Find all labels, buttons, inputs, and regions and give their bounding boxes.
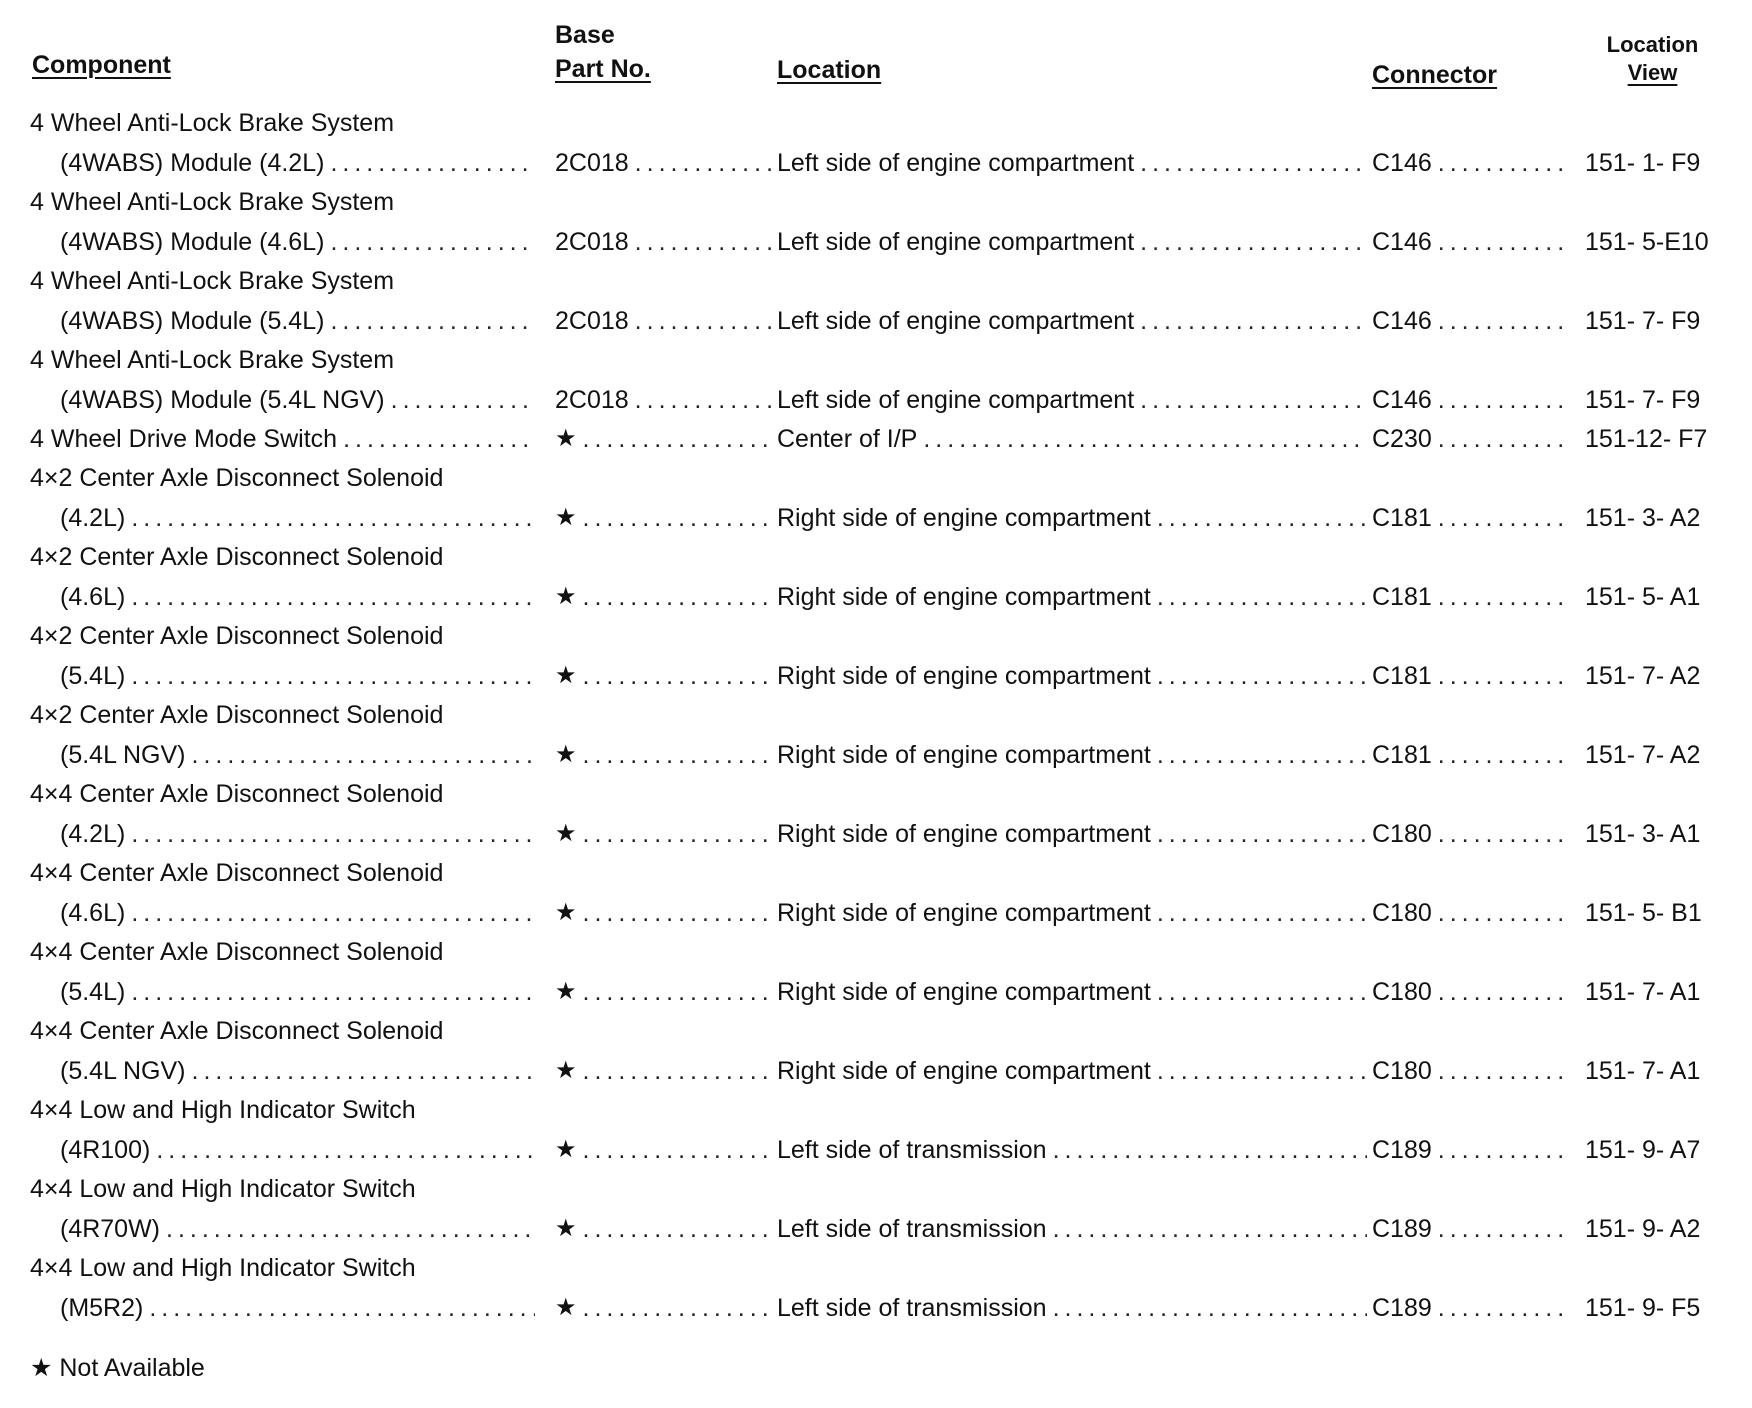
location — [777, 1130, 1367, 1170]
leader-dots — [583, 1288, 775, 1328]
connector-text: C230 — [1372, 425, 1432, 453]
connector-text: C146 — [1372, 386, 1432, 414]
part-number — [555, 301, 775, 341]
leader-dots — [1140, 222, 1367, 262]
component-name-line1 — [0, 774, 1752, 814]
table-row — [0, 380, 1752, 420]
part-number — [555, 1288, 775, 1328]
leader-dots — [1438, 893, 1567, 933]
header-base: Base — [555, 21, 615, 49]
connector — [1372, 735, 1567, 775]
leader-dots — [1438, 380, 1567, 420]
table-row — [0, 222, 1752, 262]
table-row — [0, 656, 1752, 696]
part-number — [555, 972, 775, 1012]
connector-text: C189 — [1372, 1294, 1432, 1322]
location-text: Center of I/P — [777, 425, 918, 453]
connector — [1372, 972, 1567, 1012]
connector — [1372, 1130, 1567, 1170]
component-detail-text: (4R70W) — [60, 1215, 161, 1243]
location-view: 151- 5-E10 — [1585, 228, 1709, 256]
leader-dots — [583, 577, 775, 617]
connector-text: C180 — [1372, 1057, 1432, 1085]
header-part-no: Part No. — [555, 55, 651, 83]
location-text: Right side of engine compartment — [777, 583, 1151, 611]
component-name-line1 — [0, 853, 1752, 893]
part-number-text: 2C018 — [555, 307, 629, 335]
header-location-view-2: View — [1627, 60, 1678, 85]
part-number-text: ★ — [555, 504, 577, 531]
component-name-line1 — [0, 458, 1752, 498]
connector-text: C189 — [1372, 1215, 1432, 1243]
component-name-line1 — [0, 695, 1752, 735]
location-text: Right side of engine compartment — [777, 820, 1151, 848]
part-number — [555, 656, 775, 696]
component-name: 4×2 Center Axle Disconnect Solenoid — [30, 464, 444, 492]
component-detail — [60, 301, 535, 341]
part-number-text: ★ — [555, 662, 577, 689]
connector — [1372, 380, 1567, 420]
connector — [1372, 1288, 1567, 1328]
component-detail-text: (5.4L) — [60, 978, 126, 1006]
part-number — [555, 1051, 775, 1091]
leader-dots — [1140, 380, 1367, 420]
location-text: Right side of engine compartment — [777, 1057, 1151, 1085]
connector — [1372, 1051, 1567, 1091]
leader-dots — [330, 301, 535, 341]
leader-dots — [1438, 1288, 1567, 1328]
leader-dots — [131, 893, 535, 933]
leader-dots — [1157, 735, 1367, 775]
leader-dots — [1438, 656, 1567, 696]
component-detail-text: (4.6L) — [60, 583, 126, 611]
component-detail — [60, 1051, 535, 1091]
leader-dots — [1053, 1288, 1367, 1328]
leader-dots — [583, 419, 775, 459]
part-number — [555, 1130, 775, 1170]
location-view: 151- 1- F9 — [1585, 149, 1701, 177]
location-view: 151- 7- A1 — [1585, 978, 1701, 1006]
location — [777, 735, 1367, 775]
part-number-text: ★ — [555, 820, 577, 847]
part-number — [555, 498, 775, 538]
header-connector: Connector — [1372, 61, 1497, 89]
location-text: Left side of engine compartment — [777, 307, 1135, 335]
component-name-line1 — [0, 103, 1752, 143]
component-detail-text: (4.2L) — [60, 504, 126, 532]
leader-dots — [1438, 1051, 1567, 1091]
connector-text: C181 — [1372, 504, 1432, 532]
leader-dots — [1438, 419, 1567, 459]
component-detail — [60, 814, 535, 854]
location — [777, 1209, 1367, 1249]
part-number-text: 2C018 — [555, 149, 629, 177]
leader-dots — [635, 222, 775, 262]
component-detail-text: 4 Wheel Drive Mode Switch — [30, 425, 338, 453]
connector — [1372, 1209, 1567, 1249]
component-detail-text: (4.6L) — [60, 899, 126, 927]
table-row — [0, 301, 1752, 341]
component-name-line1 — [0, 1011, 1752, 1051]
location-view: 151- 5- B1 — [1585, 899, 1702, 927]
leader-dots — [1438, 498, 1567, 538]
component-detail — [60, 380, 535, 420]
component-name: 4×4 Center Axle Disconnect Solenoid — [30, 780, 444, 808]
leader-dots — [1053, 1130, 1367, 1170]
header-location: Location — [777, 56, 882, 84]
location-view: 151- 3- A2 — [1585, 504, 1701, 532]
connector — [1372, 143, 1567, 183]
table-row — [0, 419, 1752, 459]
connector-text: C180 — [1372, 820, 1432, 848]
leader-dots — [1438, 222, 1567, 262]
location-view: 151- 7- A1 — [1585, 1057, 1701, 1085]
leader-dots — [583, 735, 775, 775]
table-row — [0, 1130, 1752, 1170]
header-component: Component — [32, 51, 171, 79]
component-detail — [60, 893, 535, 933]
connector — [1372, 498, 1567, 538]
part-number-text: ★ — [555, 1136, 577, 1163]
component-name: 4×4 Low and High Indicator Switch — [30, 1175, 416, 1203]
component-name: 4 Wheel Anti-Lock Brake System — [30, 109, 395, 137]
part-number-text: ★ — [555, 425, 577, 452]
component-detail — [60, 1209, 535, 1249]
leader-dots — [1438, 1209, 1567, 1249]
component-name: 4×2 Center Axle Disconnect Solenoid — [30, 543, 444, 571]
leader-dots — [1157, 1051, 1367, 1091]
component-name-line1 — [0, 261, 1752, 301]
connector-text: C181 — [1372, 662, 1432, 690]
leader-dots — [1157, 972, 1367, 1012]
component-detail-text: (5.4L NGV) — [60, 741, 186, 769]
component-detail — [60, 577, 535, 617]
location — [777, 301, 1367, 341]
leader-dots — [1157, 656, 1367, 696]
leader-dots — [1157, 893, 1367, 933]
leader-dots — [1438, 301, 1567, 341]
location-text: Right side of engine compartment — [777, 504, 1151, 532]
leader-dots — [583, 972, 775, 1012]
location-view: 151- 9- A2 — [1585, 1215, 1701, 1243]
component-detail — [60, 143, 535, 183]
leader-dots — [1438, 1130, 1567, 1170]
connector-text: C180 — [1372, 899, 1432, 927]
component-detail-text: (4WABS) Module (5.4L) — [60, 307, 325, 335]
connector-text: C189 — [1372, 1136, 1432, 1164]
leader-dots — [192, 735, 535, 775]
leader-dots — [330, 222, 535, 262]
component-name: 4×4 Center Axle Disconnect Solenoid — [30, 938, 444, 966]
leader-dots — [131, 498, 535, 538]
part-number — [555, 419, 775, 459]
component-detail-text: (M5R2) — [60, 1294, 144, 1322]
connector — [1372, 577, 1567, 617]
footnote-not-available: ★ Not Available — [30, 1354, 205, 1382]
component-detail — [30, 419, 535, 459]
connector-text: C146 — [1372, 228, 1432, 256]
component-detail-text: (4R100) — [60, 1136, 151, 1164]
part-number — [555, 380, 775, 420]
part-number-text: ★ — [555, 741, 577, 768]
component-detail — [60, 1130, 535, 1170]
location — [777, 656, 1367, 696]
leader-dots — [583, 1051, 775, 1091]
component-name-line1 — [0, 537, 1752, 577]
part-number-text: 2C018 — [555, 386, 629, 414]
leader-dots — [166, 1209, 535, 1249]
table-row — [0, 735, 1752, 775]
part-number — [555, 143, 775, 183]
leader-dots — [156, 1130, 535, 1170]
component-detail — [60, 1288, 535, 1328]
component-detail-text: (5.4L NGV) — [60, 1057, 186, 1085]
location-text: Right side of engine compartment — [777, 662, 1151, 690]
leader-dots — [343, 419, 535, 459]
component-name-line1 — [0, 340, 1752, 380]
connector-text: C146 — [1372, 149, 1432, 177]
component-name-line1 — [0, 1169, 1752, 1209]
connector — [1372, 656, 1567, 696]
location-view: 151- 7- A2 — [1585, 741, 1701, 769]
component-name-line1 — [0, 932, 1752, 972]
component-detail — [60, 656, 535, 696]
location-text: Left side of transmission — [777, 1294, 1047, 1322]
component-detail — [60, 735, 535, 775]
leader-dots — [131, 814, 535, 854]
table-row — [0, 972, 1752, 1012]
leader-dots — [583, 1130, 775, 1170]
component-detail — [60, 498, 535, 538]
leader-dots — [131, 577, 535, 617]
location-text: Left side of transmission — [777, 1215, 1047, 1243]
component-name-line1 — [0, 1090, 1752, 1130]
part-number — [555, 735, 775, 775]
leader-dots — [330, 143, 535, 183]
component-name: 4 Wheel Anti-Lock Brake System — [30, 346, 395, 374]
component-name-line1 — [0, 616, 1752, 656]
location-text: Right side of engine compartment — [777, 899, 1151, 927]
component-detail — [60, 222, 535, 262]
part-number — [555, 893, 775, 933]
leader-dots — [1438, 577, 1567, 617]
location-view: 151- 9- A7 — [1585, 1136, 1701, 1164]
location-view: 151-12- F7 — [1585, 425, 1708, 453]
table-row — [0, 893, 1752, 933]
leader-dots — [635, 380, 775, 420]
leader-dots — [131, 656, 535, 696]
location-text: Left side of engine compartment — [777, 386, 1135, 414]
component-name-line1 — [0, 1248, 1752, 1288]
location — [777, 893, 1367, 933]
component-name: 4 Wheel Anti-Lock Brake System — [30, 188, 395, 216]
component-name: 4×4 Center Axle Disconnect Solenoid — [30, 859, 444, 887]
part-number-text: 2C018 — [555, 228, 629, 256]
leader-dots — [1438, 735, 1567, 775]
table-row — [0, 498, 1752, 538]
connector-text: C181 — [1372, 583, 1432, 611]
leader-dots — [583, 1209, 775, 1249]
location — [777, 143, 1367, 183]
part-number — [555, 222, 775, 262]
location — [777, 1051, 1367, 1091]
connector — [1372, 419, 1567, 459]
location-text: Left side of engine compartment — [777, 228, 1135, 256]
table-row — [0, 143, 1752, 183]
location — [777, 972, 1367, 1012]
part-number — [555, 814, 775, 854]
leader-dots — [635, 143, 775, 183]
part-number-text: ★ — [555, 1294, 577, 1321]
part-number — [555, 1209, 775, 1249]
leader-dots — [583, 498, 775, 538]
table-row — [0, 577, 1752, 617]
leader-dots — [1438, 143, 1567, 183]
leader-dots — [391, 380, 535, 420]
leader-dots — [1140, 143, 1367, 183]
component-detail — [60, 972, 535, 1012]
leader-dots — [192, 1051, 535, 1091]
connector — [1372, 814, 1567, 854]
table-row — [0, 1288, 1752, 1328]
component-name: 4×4 Low and High Indicator Switch — [30, 1096, 416, 1124]
component-name: 4×4 Low and High Indicator Switch — [30, 1254, 416, 1282]
leader-dots — [583, 814, 775, 854]
location-view: 151- 7- F9 — [1585, 386, 1701, 414]
connector-text: C181 — [1372, 741, 1432, 769]
leader-dots — [635, 301, 775, 341]
leader-dots — [1053, 1209, 1367, 1249]
component-name: 4×2 Center Axle Disconnect Solenoid — [30, 622, 444, 650]
location — [777, 380, 1367, 420]
component-name: 4 Wheel Anti-Lock Brake System — [30, 267, 395, 295]
leader-dots — [583, 893, 775, 933]
location-view: 151- 7- A2 — [1585, 662, 1701, 690]
table-row — [0, 1209, 1752, 1249]
component-name: 4×4 Center Axle Disconnect Solenoid — [30, 1017, 444, 1045]
leader-dots — [1438, 972, 1567, 1012]
location — [777, 577, 1367, 617]
component-detail-text: (4WABS) Module (5.4L NGV) — [60, 386, 385, 414]
component-name-line1 — [0, 182, 1752, 222]
part-number-text: ★ — [555, 1215, 577, 1242]
location-text: Right side of engine compartment — [777, 978, 1151, 1006]
connector-text: C180 — [1372, 978, 1432, 1006]
location — [777, 1288, 1367, 1328]
leader-dots — [131, 972, 535, 1012]
part-number-text: ★ — [555, 978, 577, 1005]
part-number — [555, 577, 775, 617]
component-detail-text: (5.4L) — [60, 662, 126, 690]
header-location-view-1: Location — [1606, 32, 1699, 57]
location-view: 151- 5- A1 — [1585, 583, 1701, 611]
location-view: 151- 7- F9 — [1585, 307, 1701, 335]
table-row — [0, 1051, 1752, 1091]
part-number-text: ★ — [555, 1057, 577, 1084]
location-view: 151- 3- A1 — [1585, 820, 1701, 848]
connector — [1372, 222, 1567, 262]
component-name: 4×2 Center Axle Disconnect Solenoid — [30, 701, 444, 729]
part-number-text: ★ — [555, 899, 577, 926]
leader-dots — [1157, 577, 1367, 617]
location — [777, 419, 1367, 459]
connector — [1372, 893, 1567, 933]
location — [777, 222, 1367, 262]
location-text: Right side of engine compartment — [777, 741, 1151, 769]
connector — [1372, 301, 1567, 341]
table-row — [0, 814, 1752, 854]
location — [777, 498, 1367, 538]
leader-dots — [923, 419, 1367, 459]
part-number-text: ★ — [555, 583, 577, 610]
leader-dots — [583, 656, 775, 696]
location-text: Left side of transmission — [777, 1136, 1047, 1164]
component-detail-text: (4.2L) — [60, 820, 126, 848]
leader-dots — [1157, 498, 1367, 538]
location-text: Left side of engine compartment — [777, 149, 1135, 177]
leader-dots — [1140, 301, 1367, 341]
leader-dots — [1157, 814, 1367, 854]
leader-dots — [1438, 814, 1567, 854]
leader-dots — [149, 1288, 535, 1328]
connector-text: C146 — [1372, 307, 1432, 335]
location-view: 151- 9- F5 — [1585, 1294, 1701, 1322]
location — [777, 814, 1367, 854]
component-detail-text: (4WABS) Module (4.6L) — [60, 228, 325, 256]
component-detail-text: (4WABS) Module (4.2L) — [60, 149, 325, 177]
